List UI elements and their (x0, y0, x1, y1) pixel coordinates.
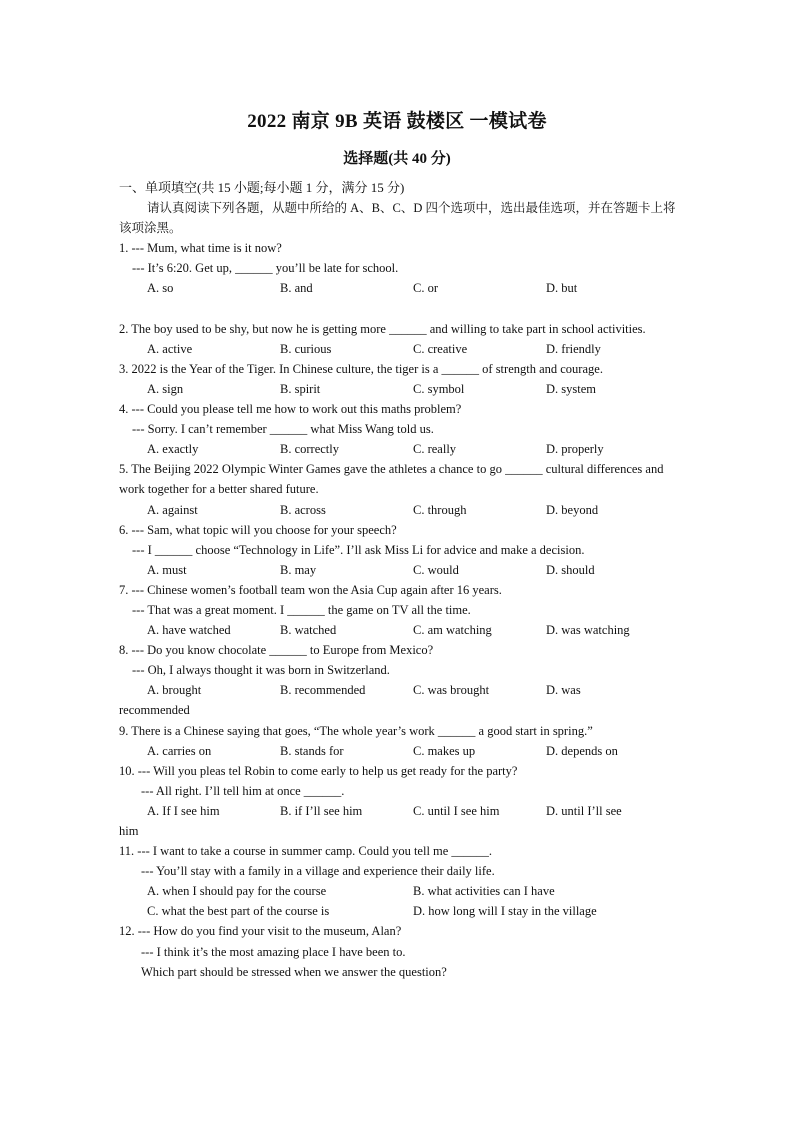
question-3-text: 3. 2022 is the Year of the Tiger. In Chinese culture, the tiger is a ______ of strength and courage. (119, 361, 603, 376)
question-8-options (119, 680, 679, 700)
question-7-reply: --- That was a great moment. I ______ the game on TV all the time. (132, 602, 471, 617)
option-c: C. through (413, 502, 467, 517)
question-12-prompt: 12. --- How do you find your visit to the museum, Alan? (119, 924, 402, 939)
question-9-options (119, 741, 679, 761)
option-b: B. may (280, 562, 317, 577)
option-d: D. was (546, 683, 581, 698)
option-a: A. brought (147, 683, 202, 698)
option-a: A. must (147, 562, 187, 577)
option-a: A. so (147, 281, 174, 296)
option-d: D. properly (546, 442, 604, 457)
question-6-reply: --- I ______ choose “Technology in Life”. I’ll ask Miss Li for advice and make a decision. (132, 542, 585, 557)
question-11-options-row2 (119, 901, 679, 921)
question-11-prompt: 11. --- I want to take a course in summer camp. Could you tell me ______. (119, 844, 493, 859)
option-d: D. but (546, 281, 578, 296)
option-c: C. really (413, 442, 457, 457)
question-6-options (119, 560, 679, 580)
option-b: B. if I’ll see him (280, 803, 363, 818)
question-1-reply: --- It’s 6:20. Get up, ______ you’ll be late for school. (132, 261, 399, 276)
question-11-reply: --- You’ll stay with a family in a village and experience their daily life. (141, 864, 495, 879)
option-b: B. spirit (280, 381, 321, 396)
option-d: D. was watching (546, 623, 630, 638)
option-d: D. beyond (546, 502, 599, 517)
option-a: A. against (147, 502, 198, 517)
question-7-prompt: 7. --- Chinese women’s football team won the Asia Cup again after 16 years. (119, 582, 502, 597)
option-c: C. creative (413, 341, 468, 356)
option-a: A. If I see him (147, 803, 220, 818)
section-heading: 一、单项填空(共 15 小题;每小题 1 分，满分 15 分) (119, 180, 405, 195)
option-d-continuation: him (119, 824, 139, 838)
question-12-reply: --- I think it’s the most amazing place I have been to. (141, 944, 406, 959)
question-4-reply: --- Sorry. I can’t remember ______ what Miss Wang told us. (132, 422, 434, 437)
question-1-prompt: 1. --- Mum, what time is it now? (119, 241, 282, 256)
option-a: A. active (147, 341, 193, 356)
option-c: C. would (413, 562, 459, 577)
question-1-options (119, 278, 679, 298)
option-c: C. makes up (413, 743, 476, 758)
option-b: B. recommended (280, 683, 366, 698)
question-10-reply: --- All right. I’ll tell him at once ______. (141, 783, 345, 798)
option-b: B. watched (280, 623, 337, 638)
question-8-reply: --- Oh, I always thought it was born in Switzerland. (132, 663, 390, 678)
question-12-stem: Which part should be stressed when we answer the question? (141, 964, 447, 979)
question-2-options (119, 339, 679, 359)
option-c: C. or (413, 281, 438, 296)
option-d: D. friendly (546, 341, 601, 356)
option-b: B. what activities can I have (413, 884, 555, 899)
question-8-prompt: 8. --- Do you know chocolate ______ to Europe from Mexico? (119, 643, 434, 658)
option-b: B. and (280, 281, 313, 296)
option-d: D. how long will I stay in the village (413, 904, 597, 919)
option-c: C. am watching (413, 623, 492, 638)
option-a: A. carries on (147, 743, 212, 758)
option-d: D. system (546, 381, 596, 396)
option-a: A. exactly (147, 442, 199, 457)
question-4-prompt: 4. --- Could you please tell me how to work out this maths problem? (119, 402, 462, 417)
section-instruction: 请认真阅读下列各题，从题中所给的 A、B、C、D 四个选项中，选出最佳选项，并在答题卡上将该项涂黑。 (119, 201, 676, 236)
question-4-options (119, 439, 679, 459)
question-2-text: 2. The boy used to be shy, but now he is getting more ______ and willing to take part in school activities. (119, 321, 646, 336)
question-10-options (119, 801, 679, 821)
question-5-options (119, 500, 679, 520)
question-10-prompt: 10. --- Will you pleas tel Robin to come early to help us get ready for the party? (119, 763, 518, 778)
option-c: C. until I see him (413, 803, 500, 818)
option-b: B. curious (280, 341, 332, 356)
question-6-prompt: 6. --- Sam, what topic will you choose for your speech? (119, 522, 397, 537)
option-c: C. was brought (413, 683, 490, 698)
option-b: B. correctly (280, 442, 340, 457)
question-9-text: 9. There is a Chinese saying that goes, “The whole year’s work ______ a good start in spring.” (119, 723, 593, 738)
option-c: C. what the best part of the course is (147, 904, 330, 919)
question-5-text: 5. The Beijing 2022 Olympic Winter Games gave the athletes a chance to go ______ cultural differences and work together for a better shared future. (119, 462, 664, 497)
option-b: B. stands for (280, 743, 344, 758)
option-d: D. should (546, 562, 595, 577)
option-a: A. when I should pay for the course (147, 884, 327, 899)
page-title: 2022 南京 9B 英语 鼓楼区 一模试卷 (247, 111, 547, 132)
section-subtitle: 选择题(共 40 分) (343, 151, 451, 167)
question-3-options (119, 379, 679, 399)
option-a: A. sign (147, 381, 184, 396)
option-d: D. depends on (546, 743, 618, 758)
option-d-continuation: recommended (119, 703, 190, 718)
question-7-options (119, 620, 679, 640)
option-d: D. until I’ll see (546, 803, 622, 818)
option-a: A. have watched (147, 623, 231, 638)
option-b: B. across (280, 502, 326, 517)
spacer (119, 299, 679, 319)
option-c: C. symbol (413, 381, 465, 396)
exam-content (119, 178, 679, 982)
question-11-options-row1 (119, 881, 679, 901)
